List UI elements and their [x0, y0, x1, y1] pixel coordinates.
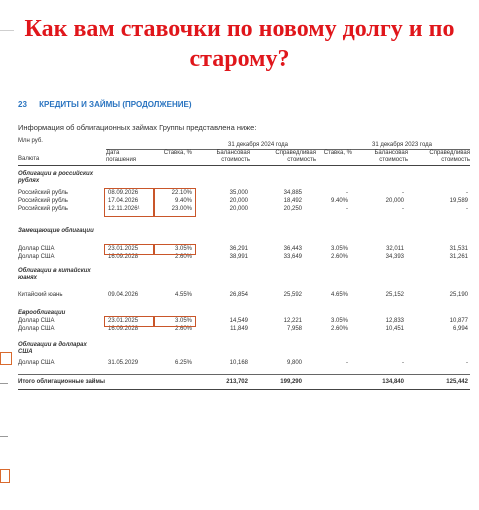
- margin-dash: [0, 436, 8, 437]
- section-heading: [18, 100, 192, 109]
- cell-maturity: 12.11.2026¹: [108, 206, 140, 212]
- cell-rate-2023: 2.60%: [330, 254, 348, 260]
- highlight-box: [154, 316, 196, 327]
- cell-book: 36,291: [229, 246, 248, 252]
- cell-currency: Российский рубль: [18, 206, 68, 212]
- cell-maturity: 16.09.2028: [108, 254, 139, 260]
- group-title: Еврооблигации: [18, 310, 66, 316]
- total-fair-2023: 125,442: [446, 379, 468, 385]
- cell-rate-2023: 3.05%: [330, 318, 348, 324]
- col-book-2024: Балансовая стоимость: [216, 150, 250, 163]
- cell-rate: 9.40%: [174, 198, 192, 204]
- cell-fair: 9,800: [286, 360, 302, 366]
- col-maturity: Дата погашения: [106, 150, 137, 163]
- cell-fair-2023: -: [466, 360, 468, 366]
- cell-fair-2023: 6,994: [452, 326, 468, 332]
- cell-maturity: 08.09.2026: [108, 190, 139, 196]
- highlight-box: [154, 188, 196, 217]
- cell-book: 26,854: [229, 292, 248, 298]
- cell-fair-2023: 10,877: [449, 318, 468, 324]
- cell-currency: Доллар США: [18, 246, 55, 252]
- cell-maturity: 31.05.2029: [108, 360, 139, 366]
- cell-book-2023: 32,011: [386, 246, 404, 252]
- group-title: Облигации в китайских юанях: [18, 268, 91, 281]
- section-number: 23: [18, 100, 27, 109]
- col-rate-2023: Ставка, %: [323, 150, 352, 156]
- cell-rate: 23.00%: [171, 206, 192, 212]
- cell-fair: 18,492: [283, 198, 302, 204]
- total-fair: 199,290: [280, 379, 302, 385]
- cell-rate: 2.60%: [174, 254, 192, 260]
- col-fair-2024: Справедливая стоимость: [275, 150, 316, 163]
- cell-rate-2023: 4.65%: [330, 292, 348, 298]
- total-book-2023: 134,840: [382, 379, 404, 385]
- col-currency: Валюта: [18, 156, 40, 162]
- cell-fair: 34,885: [283, 190, 302, 196]
- group-title: Облигации в российских рублях: [18, 171, 94, 184]
- cell-fair-2023: 19,589: [449, 198, 468, 204]
- cell-fair: 12,221: [283, 318, 302, 324]
- col-book-2023: Балансовая стоимость: [374, 150, 408, 163]
- headline: Как вам ставочки по новому долгу и по старому?: [24, 16, 455, 72]
- cell-currency: Доллар США: [18, 318, 55, 324]
- cell-fair-2023: 25,190: [449, 292, 468, 298]
- cell-book-2023: 10,451: [385, 326, 404, 332]
- cell-maturity: 09.04.2026: [108, 292, 139, 298]
- intro-text: Информация об облигационных займах Группы представлена ниже:: [18, 123, 257, 132]
- cell-rate: 22.10%: [171, 190, 192, 196]
- cell-fair: 7,958: [286, 326, 302, 332]
- period-2024: 31 декабря 2024 года: [227, 142, 288, 148]
- cell-currency: Доллар США: [18, 254, 55, 260]
- cell-currency: Доллар США: [18, 326, 55, 332]
- cell-book-2023: -: [402, 190, 404, 196]
- section-title: КРЕДИТЫ И ЗАЙМЫ (ПРОДОЛЖЕНИЕ): [39, 100, 192, 109]
- margin-dash: [0, 383, 8, 384]
- cell-fair: 20,250: [283, 206, 302, 212]
- cell-currency: Российский рубль: [18, 198, 68, 204]
- highlight-box: [104, 244, 154, 255]
- cell-book: 20,000: [229, 206, 248, 212]
- cell-maturity: 17.04.2026: [108, 198, 139, 204]
- col-fair-2023: Справедливая стоимость: [429, 150, 470, 163]
- highlight-box: [104, 188, 154, 217]
- period-2023: 31 декабря 2023 года: [371, 142, 432, 148]
- cell-currency: Доллар США: [18, 360, 55, 366]
- group-title: Облигации в долларах США: [18, 342, 87, 355]
- cell-book: 10,168: [229, 360, 248, 366]
- total-book: 213,702: [226, 379, 248, 385]
- cell-rate-2023: 2.60%: [330, 326, 348, 332]
- total-label: Итого облигационные займы: [18, 379, 106, 385]
- cell-rate-2023: -: [346, 360, 348, 366]
- cell-rate-2023: -: [346, 206, 348, 212]
- cell-fair: 25,592: [283, 292, 302, 298]
- cell-fair-2023: -: [466, 206, 468, 212]
- cell-book-2023: 20,000: [385, 198, 404, 204]
- units-label: Млн руб.: [18, 138, 43, 144]
- margin-box: [0, 352, 12, 365]
- group-title: Замещающие облигации: [18, 228, 94, 234]
- cell-fair-2023: 31,261: [449, 254, 468, 260]
- cell-rate: 2.60%: [174, 326, 192, 332]
- cell-rate-2023: 9.40%: [330, 198, 348, 204]
- cell-book-2023: -: [402, 360, 404, 366]
- cell-book: 11,849: [230, 326, 248, 332]
- cell-fair-2023: 31,531: [449, 246, 468, 252]
- cell-maturity: 23.01.2025: [108, 246, 139, 252]
- cell-rate: 3.05%: [174, 318, 192, 324]
- cell-fair: 33,649: [283, 254, 302, 260]
- cell-book-2023: 34,393: [385, 254, 404, 260]
- col-rate-2024: Ставка, %: [163, 150, 192, 156]
- cell-rate: 3.05%: [174, 246, 192, 252]
- cell-rate-2023: 3.05%: [330, 246, 348, 252]
- cell-book: 14,549: [229, 318, 248, 324]
- cell-maturity: 16.09.2028: [108, 326, 139, 332]
- cell-book-2023: -: [402, 206, 404, 212]
- cell-fair-2023: -: [466, 190, 468, 196]
- cell-currency: Китайский юань: [18, 292, 63, 298]
- cell-fair: 36,443: [283, 246, 302, 252]
- cell-currency: Российский рубль: [18, 190, 68, 196]
- cell-book: 35,000: [229, 190, 248, 196]
- cell-book: 38,991: [229, 254, 248, 260]
- highlight-box: [104, 316, 154, 327]
- cell-rate: 6.25%: [174, 360, 192, 366]
- margin-box: [0, 469, 10, 483]
- cell-rate: 4.55%: [174, 292, 192, 298]
- cell-book-2023: 25,152: [385, 292, 404, 298]
- cell-rate-2023: -: [346, 190, 348, 196]
- highlight-box: [154, 244, 196, 255]
- cell-book-2023: 12,833: [385, 318, 404, 324]
- cell-book: 20,000: [229, 198, 248, 204]
- cell-maturity: 23.01.2025: [108, 318, 139, 324]
